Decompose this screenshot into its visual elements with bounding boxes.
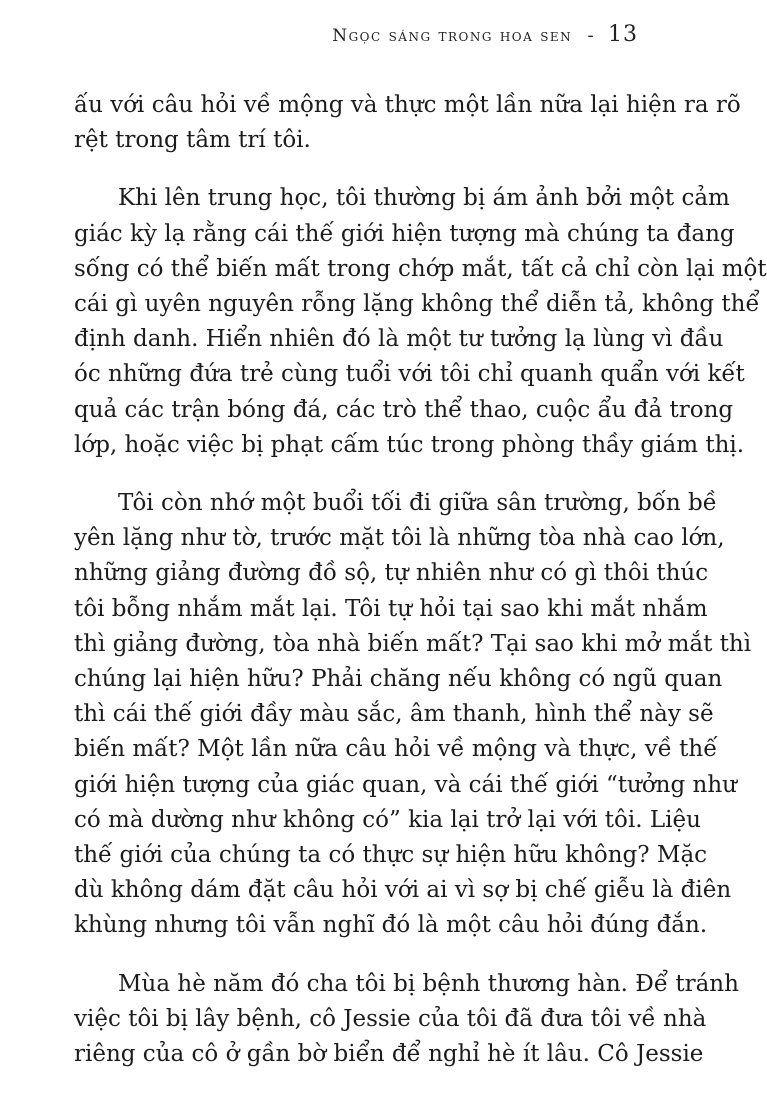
text-line: khùng nhưng tôi vẫn nghĩ đó là một câu hỏi đúng đắn. bbox=[74, 912, 708, 939]
paragraph-3 bbox=[74, 486, 752, 944]
text-line: dù không dám đặt câu hỏi với ai vì sợ bị chế giễu là điên bbox=[74, 877, 732, 904]
page-number: 13 bbox=[608, 22, 638, 47]
text-line: yên lặng như tờ, trước mặt tôi là những tòa nhà cao lớn, bbox=[74, 525, 725, 552]
text-line: quả các trận bóng đá, các trò thể thao, cuộc ẩu đả trong bbox=[74, 396, 734, 423]
text-line: giới hiện tượng của giác quan, và cái thế giới “tưởng như bbox=[74, 771, 737, 798]
text-line: thì cái thế giới đầy màu sắc, âm thanh, hình thể này sẽ bbox=[74, 701, 714, 728]
running-header bbox=[332, 22, 638, 47]
text-line: Khi lên trung học, tôi thường bị ám ảnh bởi một cảm bbox=[118, 185, 730, 212]
text-line: những giảng đường đồ sộ, tự nhiên như có gì thôi thúc bbox=[74, 560, 709, 587]
paragraph-1 bbox=[74, 88, 741, 158]
paragraph-2 bbox=[74, 181, 767, 463]
book-title: Ngọc sáng trong hoa sen bbox=[332, 26, 573, 46]
text-line: cái gì uyên nguyên rỗng lặng không thể diễn tả, không thể bbox=[74, 291, 760, 318]
text-line: giác kỳ lạ rằng cái thế giới hiện tượng mà chúng ta đang bbox=[74, 220, 735, 247]
header-separator: - bbox=[587, 25, 595, 46]
text-line: chúng lại hiện hữu? Phải chăng nếu không có ngũ quan bbox=[74, 666, 723, 693]
text-line: riêng của cô ở gần bờ biển để nghỉ hè ít lâu. Cô Jessie bbox=[74, 1041, 704, 1068]
text-line: tôi bỗng nhắm mắt lại. Tôi tự hỏi tại sao khi mắt nhắm bbox=[74, 595, 708, 622]
text-line: rệt trong tâm trí tôi. bbox=[74, 127, 311, 154]
text-line: lớp, hoặc việc bị phạt cấm túc trong phòng thầy giám thị. bbox=[74, 431, 745, 458]
paragraph-4 bbox=[74, 967, 739, 1073]
text-line: việc tôi bị lây bệnh, cô Jessie của tôi đã đưa tôi về nhà bbox=[74, 1005, 707, 1032]
text-line: định danh. Hiển nhiên đó là một tư tưởng lạ lùng vì đầu bbox=[74, 326, 724, 353]
text-line: sống có thể biến mất trong chớp mắt, tất cả chỉ còn lại một bbox=[74, 255, 767, 282]
text-line: Mùa hè năm đó cha tôi bị bệnh thương hàn. Để tránh bbox=[118, 970, 739, 997]
text-line: biến mất? Một lần nữa câu hỏi về mộng và thực, về thế bbox=[74, 736, 718, 763]
page-body bbox=[74, 88, 767, 1095]
text-line: thì giảng đường, tòa nhà biến mất? Tại sao khi mở mắt thì bbox=[74, 630, 752, 657]
text-line: thế giới của chúng ta có thực sự hiện hữu không? Mặc bbox=[74, 842, 708, 869]
text-line: có mà dường như không có” kia lại trở lại với tôi. Liệu bbox=[74, 806, 701, 833]
text-line: óc những đứa trẻ cùng tuổi với tôi chỉ quanh quẩn với kết bbox=[74, 361, 745, 388]
text-line: Tôi còn nhớ một buổi tối đi giữa sân trường, bốn bề bbox=[118, 490, 717, 517]
text-line: ấu với câu hỏi về mộng và thực một lần nữa lại hiện ra rõ bbox=[74, 92, 741, 118]
